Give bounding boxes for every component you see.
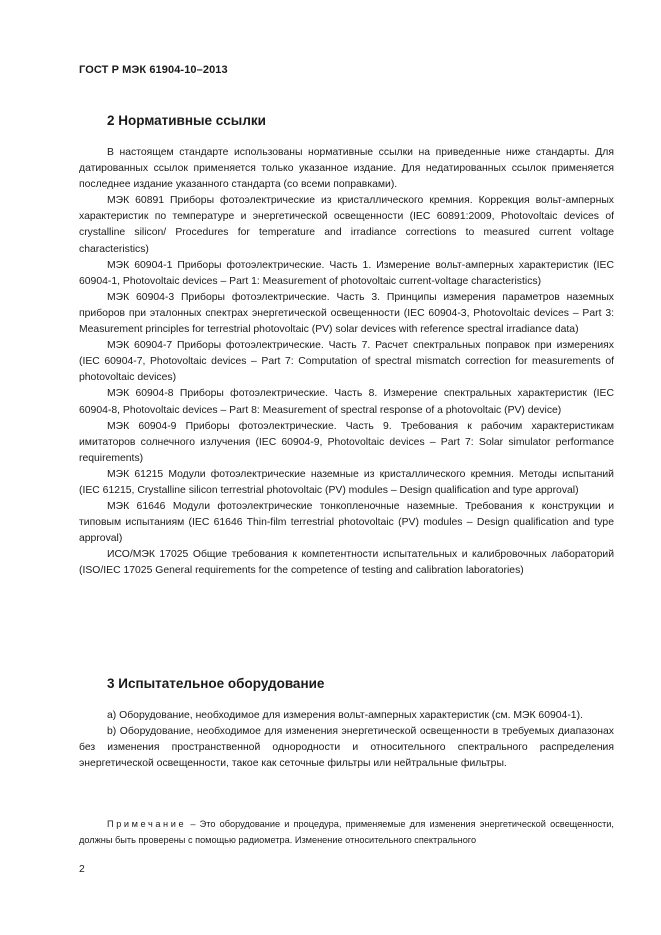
page-number: 2	[79, 864, 85, 875]
reference-iec-60904-9: МЭК 60904-9 Приборы фотоэлектрические. Часть 9. Требования к рабочим характеристикам имитаторов солнечного излучения (IEC 60904-9, Photovoltaic devices – Part 7: Solar simulator performance requirements)	[79, 420, 614, 464]
section-2-intro: В настоящем стандарте использованы нормативные ссылки на приведенные ниже стандарты. Для датированных ссылок применяется только указанное издание. Для недатированных ссылок применяется последнее издание указанного стандарта (со всеми поправками).	[79, 147, 614, 191]
note-block	[79, 817, 614, 848]
reference-iec-60904-7: МЭК 60904-7 Приборы фотоэлектрические. Часть 7. Расчет спектральных поправок при измерениях (IEC 60904-7, Photovoltaic devices – Part 7: Computation of spectral mismatch correction for measurements of photovoltaic devices)	[79, 340, 614, 384]
note-text: – Это оборудование и процедура, применяемые для изменения энергетической освещенности, должны быть проверены с помощью радиометра. Изменение относительного спектрального	[79, 819, 614, 845]
section-3-heading: 3 Испытательное оборудование	[107, 676, 325, 691]
note-label: Примечание	[107, 819, 187, 829]
reference-iec-60904-3: МЭК 60904-3 Приборы фотоэлектрические. Часть 3. Принципы измерения параметров наземных приборов при эталонных спектрах энергетической освещенности (IEC 60904-3, Photovoltaic devices – Part 3: Measurement principles for terrestrial photovoltaic (PV) solar devices with reference spectral irradiance data)	[79, 291, 614, 336]
equipment-item-b: b) Оборудование, необходимое для изменения энергетической освещенности в требуемых диапазонах без изменения пространственной однородности и относительного спектрального распределения энергетической освещенности, такое как сеточные фильтры или нейтральные фильтры.	[79, 726, 614, 770]
reference-iso-iec-17025: ИСО/МЭК 17025 Общие требования к компетентности испытательных и калибровочных лабораторий (ISO/IEC 17025 General requirements for the competence of testing and calibration laboratories)	[79, 549, 614, 577]
document-header: ГОСТ Р МЭК 61904-10–2013	[79, 64, 228, 76]
equipment-item-a: а) Оборудование, необходимое для измерения вольт-амперных характеристик (см. МЭК 60904-1).	[107, 710, 583, 721]
section-2-body	[79, 145, 614, 580]
section-2-heading: 2 Нормативные ссылки	[107, 113, 266, 128]
reference-iec-60904-8: МЭК 60904-8 Приборы фотоэлектрические. Часть 8. Измерение спектральных характеристик (IEC 60904-8, Photovoltaic devices – Part 8: Measurement of spectral response of a photovoltaic (PV) device)	[79, 388, 614, 416]
reference-iec-61215: МЭК 61215 Модули фотоэлектрические наземные из кристаллического кремния. Методы испытаний (IEC 61215, Crystalline silicon terrestrial photovoltaic (PV) modules – Design qualification and type approval)	[79, 468, 614, 496]
reference-iec-61646: МЭК 61646 Модули фотоэлектрические тонкопленочные наземные. Требования к конструкции и типовым испытаниям (IEC 61646 Thin-film terrestrial photovoltaic (PV) modules – Design qualification and type approval)	[79, 501, 614, 545]
reference-iec-60904-1: МЭК 60904-1 Приборы фотоэлектрические. Часть 1. Измерение вольт-амперных характеристик (IEC 60904-1, Photovoltaic devices – Part 1: Measurement of photovoltaic current-voltage characteristics)	[79, 259, 614, 287]
section-3-body	[79, 708, 614, 772]
reference-iec-60891: МЭК 60891 Приборы фотоэлектрические из кристаллического кремния. Коррекция вольт-амперных характеристик по температуре и энергетической освещенности (IEC 60891:2009, Photovoltaic devices of crystalline silicon/ Procedures for temperature and irradiance corrections to measured current voltage characteristics)	[79, 195, 614, 255]
